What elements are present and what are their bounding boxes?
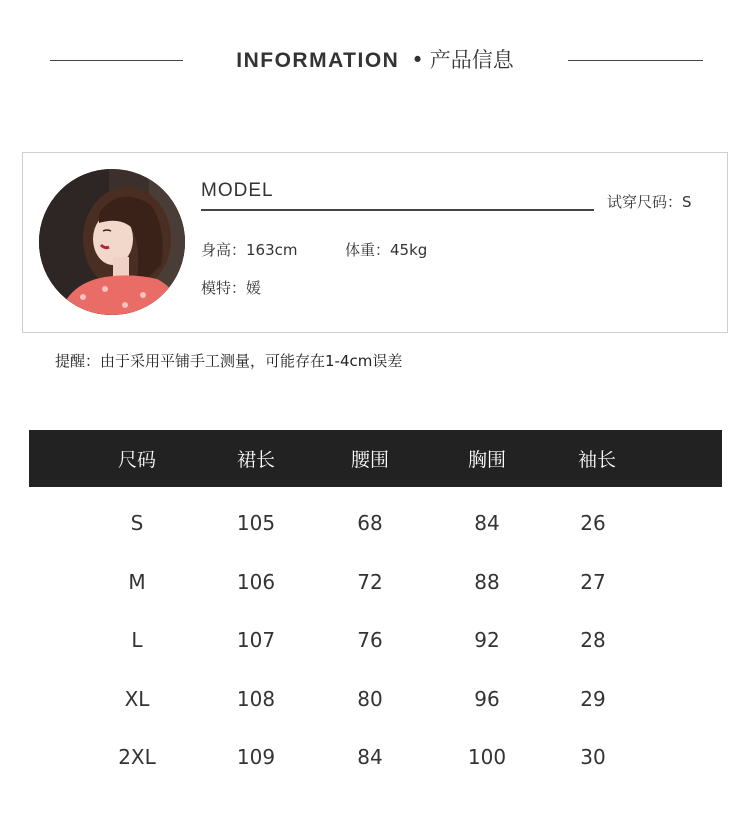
tryon-size: 试穿尺码：S [607,193,692,211]
table-cell: S [130,511,144,535]
section-title-en: INFORMATION [236,49,400,72]
table-cell: 96 [474,686,500,711]
model-label: MODEL [201,180,274,201]
table-cell: XL [124,686,150,711]
table-cell: 27 [580,569,606,594]
model-underline [201,209,594,211]
table-cell: M [128,569,146,594]
table-cell: 84 [357,745,383,769]
header-cell-sleeve: 袖长 [577,449,617,471]
table-row [29,663,722,722]
measurement-note: 提醒：由于采用平铺手工测量，可能存在1-4cm误差 [55,352,403,370]
table-cell: 106 [236,569,276,594]
header-cell-size: 尺码 [117,449,157,471]
model-photo [39,169,185,315]
table-cell: 2XL [118,745,156,769]
model-height: 身高：163cm [201,241,298,259]
section-title-separator: • [411,48,424,72]
size-table [29,430,722,780]
header-line-right [568,60,703,61]
table-row [29,604,722,663]
table-cell: 72 [357,569,383,594]
section-title [200,44,550,74]
header-line-left [50,60,183,61]
table-cell: 84 [474,511,500,535]
table-cell: 26 [580,511,606,535]
table-cell: 107 [236,628,276,652]
header-cell-waist: 腰围 [350,449,390,471]
table-cell: 30 [580,745,606,769]
table-row [29,487,722,546]
table-cell: 92 [474,628,500,652]
table-cell: 105 [236,511,276,535]
table-cell: 109 [236,745,276,769]
table-cell: 29 [580,686,606,711]
model-name: 模特：媛 [201,279,262,297]
table-row [29,546,722,605]
table-cell: L [131,628,143,652]
table-cell: 28 [580,628,606,652]
header-cell-bust: 胸围 [467,449,507,471]
table-cell: 108 [236,686,276,711]
model-info-box [22,152,728,333]
table-cell: 68 [357,511,383,535]
section-title-cn: 产品信息 [429,48,514,72]
model-weight: 体重：45kg [345,241,428,259]
table-cell: 76 [357,628,383,652]
header-cell-skirt-length: 裙长 [236,449,276,471]
table-cell: 88 [474,569,500,594]
table-cell: 80 [357,686,383,711]
table-row [29,721,722,780]
size-table-header [29,430,722,487]
table-cell: 100 [467,745,507,769]
